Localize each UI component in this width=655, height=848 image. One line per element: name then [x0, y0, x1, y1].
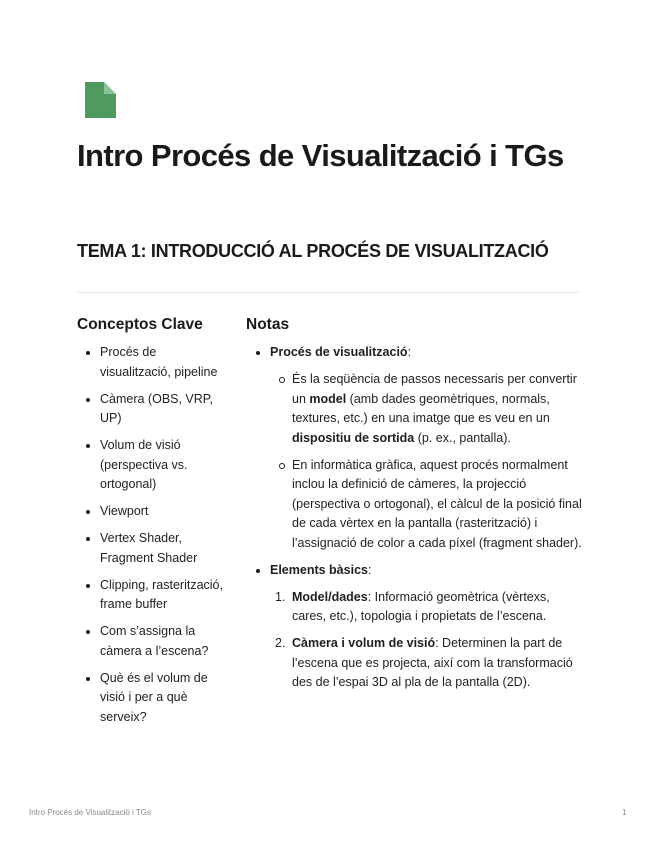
bold-term: model	[309, 391, 347, 406]
section-heading: TEMA 1: INTRODUCCIÓ AL PROCÉS DE VISUALITZACIÓ	[77, 241, 549, 261]
text-span: (p. ex., pantalla).	[414, 430, 511, 445]
notes-heading: Notas	[246, 316, 290, 333]
notes-item-label: Elements bàsics	[270, 562, 368, 577]
list-item: Viewport	[100, 502, 227, 522]
text-span: (amb dades geomètriques, normals, textures, etc.) en una imatge que es veu en un	[292, 391, 550, 425]
notes-subitem	[270, 370, 586, 448]
bold-term: dispositiu de sortida	[292, 430, 415, 445]
text-span: És la seqüència de passos necessaris per convertir un	[292, 372, 577, 406]
notes-sublist	[270, 370, 586, 553]
bold-term: Càmera i volum de visió	[292, 636, 436, 650]
list-item: Càmera (OBS, VRP, UP)	[100, 390, 227, 429]
page-number: 1	[622, 808, 627, 817]
notes-list	[246, 343, 586, 693]
ordered-number: 2.	[275, 636, 286, 650]
colon: :	[367, 562, 372, 577]
text-span: : Informació geomètrica (vèrtexs, cares, etc.), topologia i propietats de l’escena.	[292, 589, 550, 623]
list-item: Vertex Shader, Fragment Shader	[100, 529, 227, 568]
ordered-item	[270, 588, 586, 627]
list-item: Com s’assigna la càmera a l’escena?	[100, 622, 227, 661]
ordered-number: 1.	[275, 589, 286, 604]
list-item: Procés de visualització, pipeline	[100, 343, 227, 382]
notes-item-proces	[246, 343, 586, 553]
divider	[77, 292, 578, 293]
concepts-heading: Conceptos Clave	[77, 316, 203, 333]
text-span: : Determinen la part de l’escena que es projecta, així com la transformació des de l’espai 3D al pla de la pantalla (2D).	[292, 636, 573, 689]
list-item: Volum de visió (perspectiva vs. ortogonal)	[100, 436, 227, 495]
page-title: Intro Procés de Visualització i TGs	[77, 138, 564, 173]
list-item: Què és el volum de visió i per a què serveix?	[100, 669, 227, 728]
bold-term: Model/dades	[292, 589, 368, 604]
document-icon	[85, 82, 116, 118]
notes-subitem: En informàtica gràfica, aquest procés normalment inclou la definició de càmeres, la projecció (perspectiva o ortogonal), el càlcul de la posició final de cada vèrtex en la pantalla (rasterització) i l’assignació de color a cada píxel (fragment shader).	[270, 456, 586, 554]
ordered-item	[270, 634, 586, 693]
list-item: Clipping, rasterització, frame buffer	[100, 576, 227, 615]
notes-item-label: Procés de visualització	[270, 345, 408, 359]
colon: :	[407, 345, 412, 359]
footer-title: Intro Procés de Visualització i TGs	[29, 808, 151, 817]
notes-ordered-list	[270, 588, 586, 693]
concepts-list	[77, 343, 227, 735]
notes-column	[246, 343, 586, 700]
notes-item-elements	[246, 561, 586, 693]
